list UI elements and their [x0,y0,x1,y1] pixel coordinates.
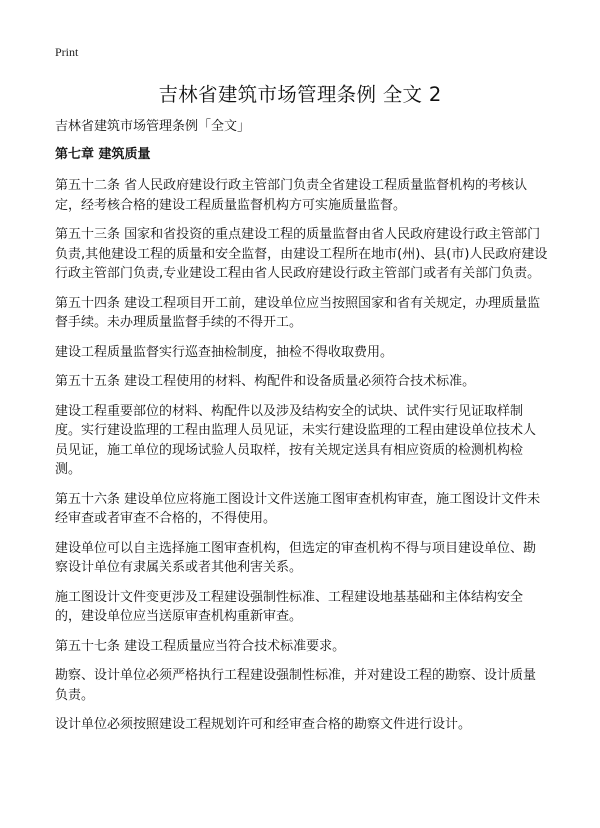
paragraph-survey-design: 勘察、设计单位必须严格执行工程建设强制性标准，并对建设工程的勘察、设计质量负责。 [55,668,537,703]
paragraph-design-basis: 设计单位必须按照建设工程规划许可和经审查合格的勘察文件进行设计。 [55,717,472,732]
print-link[interactable]: Print [55,45,79,59]
paragraph-article-55: 第五十五条 建设工程使用的材料、构配件和设备质量必须符合技术标准。 [55,374,476,389]
article-subtitle: 吉林省建筑市场管理条例「全文」 [55,119,251,134]
paragraph-article-56: 第五十六条 建设单位应将施工图设计文件送施工图审查机构审查，施工图设计文件未经审查或者审查不合格的，不得使用。 [55,491,541,526]
paragraph-article-57: 第五十七条 建设工程质量应当符合技术标准要求。 [55,638,346,654]
paragraph-inspection: 建设工程质量监督实行巡查抽检制度，抽检不得收取费用。 [55,344,394,360]
paragraph-article-52: 第五十二条 省人民政府建设行政主管部门负责全省建设工程质量监督机构的考核认定，经考核合格的建设工程质量监督机构方可实施质量监督。 [55,178,528,213]
paragraph-design-change: 施工图设计文件变更涉及工程建设强制性标准、工程建设地基基础和主体结构安全的，建设单位应当送原审查机构重新审查。 [55,589,524,624]
paragraph-review-agency: 建设单位可以自主选择施工图审查机构，但选定的审查机构不得与项目建设单位、勘察设计单位有隶属关系或者其他利害关系。 [55,540,537,575]
paragraph-article-54: 第五十四条 建设工程项目开工前，建设单位应当按照国家和省有关规定，办理质量监督手续。未办理质量监督手续的不得开工。 [55,295,541,330]
page-title: 吉林省建筑市场管理条例 全文 2 [158,83,442,106]
chapter-heading: 第七章 建筑质量 [55,147,151,162]
article-body [55,118,548,745]
paragraph-article-53: 第五十三条 国家和省投资的重点建设工程的质量监督由省人民政府建设行政主管部门负责,其他建设工程的质量和安全监督，由建设工程所在地市(州)、县(市)人民政府建设行政主管部门负责,专业建设工程由省人民政府建设行政主管部门或者有关部门负责。 [55,227,548,281]
paragraph-witness-sampling: 建设工程重要部位的材料、构配件以及涉及结构安全的试块、试件实行见证取样制度。实行建设监理的工程由监理人员见证，未实行建设监理的工程由建设单位技术人员见证，施工单位的现场试验人员取样，按有关规定送具有相应资质的检测机构检测。 [55,403,537,477]
